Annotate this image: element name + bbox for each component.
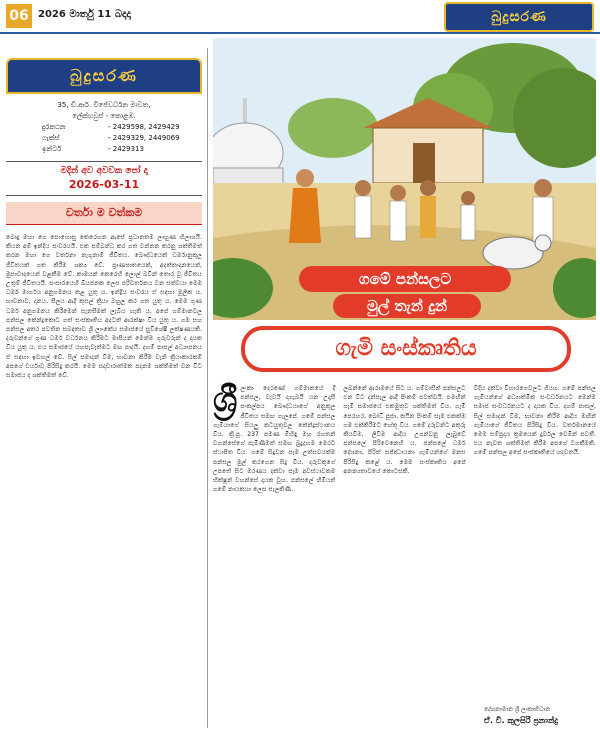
byline-author: ඒ. වී. කුලසිරි ප්‍රනාන්දු — [484, 716, 558, 725]
poya-date-box — [6, 161, 202, 196]
article-column-1-text: ලංකා දෙරණේ ගම්මානයේ දී පන්සල, වැවයි දාගැබයි යන උදෑසී සංකල්පය බෞද්ධයාගේ අනුකූල ජීවිතය සමඟ ගැලපේ. ගමේ පන්සල ගැමියාගේ සියලු කටයුතුවල කේන්ද්‍රස්ථානය විය. ක්‍රි.පූ. 237 පමණ මිහිඳු මහ රහතන් වහන්සේගේ පැමිණීමත් සමඟ බුදුදහම මෙරට ස්ථාපිත විය. ගමේ සිදුවන සෑම උත්සවයක්ම පන්සල මුල් කරගෙන සිදු විය. දරුවකුගේ උපතේ සිට මරණය දක්වා සෑම අවස්ථාවකම භික්ෂූන් වහන්සේ දායක වූහ. පන්සලේ හිමියන් ගමේ නායකයා ලෙස සැලකිණි. — [213, 385, 336, 494]
headline — [213, 266, 596, 378]
masthead-logo — [6, 58, 202, 94]
page-header — [0, 0, 600, 34]
contact-value: - 2429329, 2449069 — [108, 134, 180, 142]
headline-line-3: ගැමි සංස්කෘතිය — [241, 326, 571, 372]
article-column-2 — [343, 384, 465, 729]
header-brand-logo — [444, 2, 594, 32]
headline-line-2: මුල් තැන් දුන් — [333, 294, 481, 318]
page-number: 06 — [6, 4, 32, 28]
contact-list — [6, 122, 202, 155]
contact-label: ඉන්ටර් — [42, 145, 62, 153]
article-dropcap: ශ්‍රී — [213, 380, 238, 420]
contact-label: දුරකථන — [42, 123, 66, 131]
article-column-3 — [474, 384, 596, 729]
contact-value: - 2429313 — [108, 145, 144, 153]
article-column-3-text: වීදිය දක්වා විහාරගෙවලට ගියහ. ගමේ පන්සල ගැමියන්ගේ අධ්‍යාත්මික සංවර්ධනයට මෙන්ම සමාජ සංවර්ධනයට ද දායක විය. දහම් පාසල්, සිල් සමාදන් වීම, භාවනා කිරීම ආදිය මඟින් ගැමියාගේ ජීවිතය පිරිසිදු විය. වර්තමානයේ මෙම සම්ප්‍රදාය ක්‍රමයෙන් දුර්වල වෙමින් පවතී. එය නැවත ශක්තිමත් කිරීම අපගේ වගකීමකි. ගමේ පන්සල අපේ සංස්කෘතියේ හදවතයි. — [473, 385, 596, 457]
poya-date-value: 2026-03-11 — [68, 178, 140, 191]
article-column-1 — [213, 380, 336, 729]
byline-role: දේශනාමාන ශ්‍රී ලංකාභිධාන — [484, 706, 551, 713]
masthead-address: 35, ඩී.ආර්. විජේවර්ධන මාවත, ලේක්හවුස් - කොළඹ. — [57, 101, 151, 120]
left-column — [6, 38, 202, 728]
article-column-2-text: ලබන්නේ ආරාමයේ සිට ය. ගම්වාසීන් පන්සලට එන විට දන්සැල ආදී පිංකම් පවත්වයි. එමඟින් ගැමි සමාජයේ එකමුතුව ශක්තිමත් විය. ගැමි පෙරහර, බෝධි පූජා, කඨින පිංකම් සෑම එකක්ම ගම එක්කිරීමට හේතු විය. ගමේ දරුවන්ට අකුරු කියවීම, ලිවීම ආදිය උගන්වනු ලැබුවේ පන්සලේ පිරිවෙනෙහි ය. පන්සලේ ධර්ම දේශනා, පිරිත් සජ්ඣායනා ගැමියන්ගේ මනස පිරිසිදු කළේ ය. මෙම සංස්කෘතිය අපේ අනන්‍යතාවයේ කොටසකි. — [343, 385, 466, 475]
headline-line-1: ගමේ පන්සලට — [299, 266, 511, 292]
contact-label: ෆැක්ස් — [42, 134, 60, 142]
poya-date-label: මදින් අව අවවක පෝ දා — [60, 166, 148, 176]
masthead-logo-text: බුදුසරණ — [70, 66, 138, 85]
left-body-text: බොදු මහා ගෙ පොහොසු කෙරෙහන ආසේ ප්‍රධානතම ලාහුණ හිලාශයි. කියන අම් ඉන්දිය සංවරයයි. එක සම්බන්ධ කර ගත වන්නන කරනු ශක්තිමත් කරන මහා ගෙ වර්තනා නැගුනාම් ජීවිතය. බෞද්ධයෙක් ධර්මානුකූල ජීවිතයක් ගත කිරීම ශක්‍ය වේ. ප්‍රාණඝාතයෙන්, අදත්තාදානයෙන්, මුසාවාදයෙන් වළකීම වේ. කාමයන් කෙරෙහි ලොල් බවින් තොර වූ ජීවිතය උතුම් ජීවිතයයි. සංසාරයෙහි බියජනක ලෙස පරිවර්තනය වන සත්වයා මෙම ධර්ම මාර්ගය අනුගමනය කළ යුතු ය. ඉන්ද්‍රිය සංවරය ඒ සඳහා මූලික ය. භාවනාව, දානය, සීලය ආදී කුසල් ක්‍රියා බහුල කර ගත යුතු ය. මෙම ගුණ ධර්ම අනුගමනය කිරීමෙන් සැනසීමක් ලැබිය හැකි ය. අපේ ගම්මානවල පන්සල කේන්ද්‍රකොට ගත් සංස්කෘතිය අදටත් ආරක්ෂා විය යුතු ය. ගම සහ පන්සල අතර පවතින සබඳතාව ශ්‍රී ලාංකේය සමාජයේ සුවිශේෂී ලක්ෂණයකි. දරුවන්ගේ ගුණ ධර්ම වර්ධනය කිරීමට මාපියන් මෙන්ම ගුරුවරුන් ද දායක විය යුතු ය. එය සමාජයේ යහපැවැත්මට මඟ පාදයි. දහම් පාසල් අධ්‍යාපනය ඒ සඳහා ඉවහල් වේ. සිල් සමාදන් වීම, භාවනා කිරීම වැනි ක්‍රියාකාරකම් අපගේ චර්යාව පිරිසිදු කරයි. මෙම සදාචාරාත්මක පදනම ශක්තිමත් වන විට සමාජය ද ශක්තිමත් වේ. — [6, 234, 202, 380]
header-date: 2026 මාර්තු 11 බදාදා — [38, 9, 131, 20]
contact-value: - 2429598, 2429429 — [108, 123, 180, 131]
article-body — [213, 380, 596, 729]
section-title: වර්තා ම වත්කම — [6, 202, 202, 225]
column-divider — [207, 48, 208, 728]
header-brand-text: බුදුසරණ — [491, 9, 547, 25]
